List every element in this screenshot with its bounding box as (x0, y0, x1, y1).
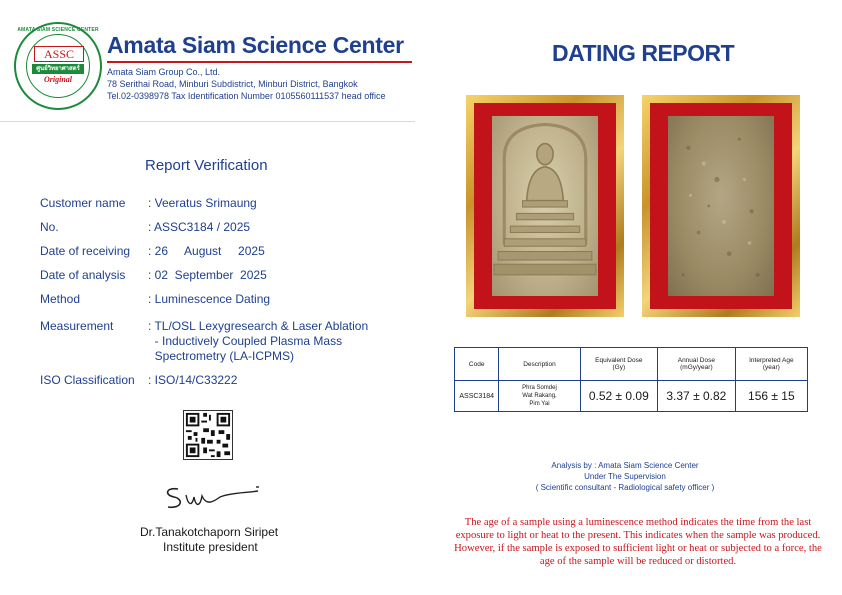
amulet-front-photo (492, 116, 598, 296)
measurement-value-line1: : TL/OSL Lexygresearch & Laser Ablation (148, 319, 369, 333)
method-label: Method (40, 292, 81, 306)
cell-equiv-dose: 0.52 ± 0.09 (580, 381, 657, 412)
col-annual-dose (658, 348, 736, 381)
date-receiving-value: : 26 August 2025 (148, 244, 265, 258)
president-name: Dr.Tanakotchaporn Siripet (140, 525, 279, 539)
company-group: Amata Siam Group Co., Ltd. (107, 67, 221, 77)
logo-ring-text: AMATA SIAM SCIENCE CENTER (17, 27, 99, 33)
col-equiv-dose (580, 348, 657, 381)
measurement-label: Measurement (40, 319, 114, 333)
col-annual-dose-unit: (mGy/year) (680, 364, 713, 371)
qr-code[interactable] (183, 410, 233, 460)
company-address: 78 Serithai Road, Minburi Subdistrict, Minburi District, Bangkok (107, 79, 358, 89)
amulet-back-image (668, 116, 774, 296)
cell-annual-dose: 3.37 ± 0.82 (658, 381, 736, 412)
method-value: : Luminescence Dating (148, 292, 271, 306)
president-title: Institute president (163, 540, 258, 554)
logo-original-text: Original (43, 75, 72, 84)
amulet-front-mat (474, 103, 616, 309)
col-age (735, 348, 807, 381)
amulet-back-frame (642, 95, 800, 317)
company-rule (107, 61, 412, 63)
cell-code: ASSC3184 (455, 381, 499, 412)
amulet-back-mat (650, 103, 792, 309)
customer-name-value: : Veeratus Srimaung (148, 196, 257, 210)
analysis-consultant: ( Scientific consultant - Radiological safety officer ) (535, 483, 715, 492)
iso-value: : ISO/14/C33222 (148, 373, 238, 387)
col-equiv-dose-unit: (Gy) (612, 364, 626, 371)
age-interpretation-note: The age of a sample using a luminescence method indicates the time from the last exposure to light or heat to the present. This indicates when the sample was produced. However, if the sample is exposed to sufficient light or heat or subjected to a force, the age of the sample will be reduced or distorted. (454, 517, 822, 567)
measurement-value-line2: - Inductively Coupled Plasma Mass (148, 334, 343, 348)
iso-label: ISO Classification (40, 373, 135, 387)
cell-description-line2: Wat Rakang, (522, 393, 557, 399)
col-code: Code (455, 348, 499, 381)
analysis-supervision: Under The Supervision (584, 472, 666, 481)
analysis-by: Analysis by : Amata Siam Science Center (551, 461, 699, 470)
cell-age: 156 ± 15 (735, 381, 807, 412)
logo-abbr: ASSC (34, 46, 84, 62)
header-divider (0, 121, 415, 122)
table-row (455, 381, 808, 412)
date-analysis-label: Date of analysis (40, 268, 126, 282)
measurement-value-line3: Spectrometry (LA-ICPMS) (148, 349, 295, 363)
results-table (454, 347, 808, 412)
amulet-back-photo (668, 116, 774, 296)
verification-heading: Report Verification (145, 157, 268, 174)
president-signature (160, 483, 265, 517)
number-label: No. (40, 220, 59, 234)
col-age-unit: (year) (762, 364, 780, 371)
date-analysis-value: : 02 September 2025 (148, 268, 267, 282)
col-description: Description (499, 348, 580, 381)
date-receiving-label: Date of receiving (40, 244, 131, 258)
col-equiv-dose-label: Equivalent Dose (595, 357, 643, 364)
customer-name-label: Customer name (40, 196, 126, 210)
cell-description-line3: Pim Yai (529, 401, 550, 407)
cell-description (499, 381, 580, 412)
cell-description-line1: Phra Somdej (522, 385, 557, 391)
company-logo-seal (14, 22, 102, 110)
company-tel: Tel.02-0398978 Tax Identification Number 0105560111537 head office (107, 91, 386, 101)
number-value: : ASSC3184 / 2025 (148, 220, 251, 234)
amulet-front-frame (466, 95, 624, 317)
col-age-label: Interpreted Age (749, 357, 794, 364)
col-annual-dose-label: Annual Dose (677, 357, 715, 364)
logo-sub-banner: ศูนย์วิทยาศาสตร์ (32, 64, 84, 74)
results-header-row (455, 348, 808, 381)
report-title: DATING REPORT (552, 40, 735, 66)
qr-code-icon (184, 411, 232, 459)
company-name: Amata Siam Science Center (107, 32, 404, 58)
amulet-front-image (492, 116, 598, 296)
